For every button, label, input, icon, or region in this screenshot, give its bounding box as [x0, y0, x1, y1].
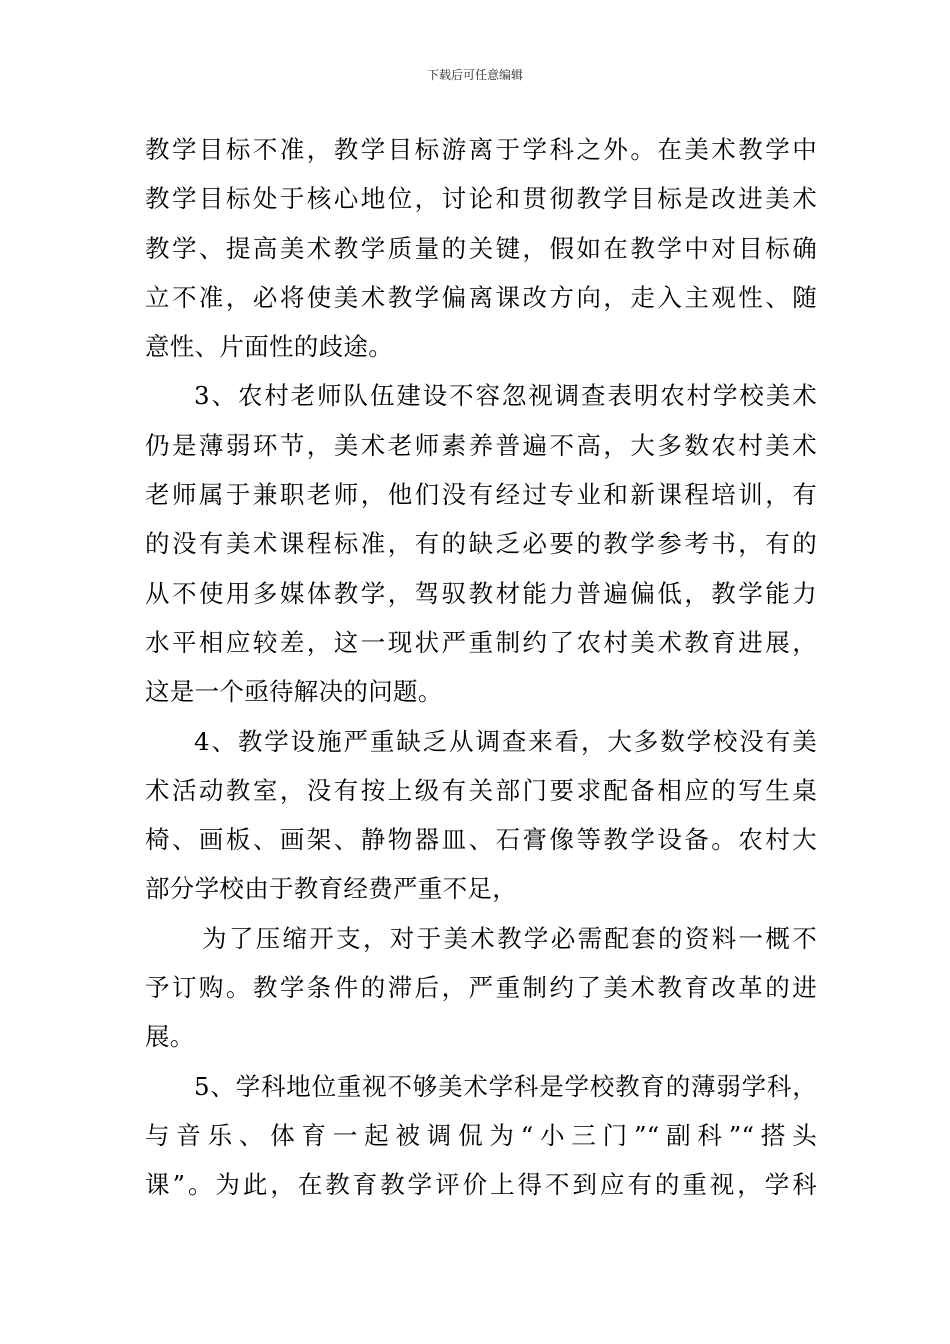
text-line: 课”。为此，在教育教学评价上得不到应有的重视，学科	[145, 1170, 817, 1200]
text-line: 从不使用多媒体教学，驾驭教材能力普遍偏低，教学能力	[145, 578, 817, 608]
text-line: 水平相应较差，这一现状严重制约了农村美术教育进展，	[145, 627, 817, 657]
text-line: 椅、画板、画架、静物器皿、石膏像等教学设备。农村大	[145, 825, 817, 855]
text-line: 与音乐、体育一起被调侃为“小三门”“副科”“搭头	[145, 1120, 817, 1150]
text-line: 教学、提高美术教学质量的关键，假如在教学中对目标确	[145, 233, 817, 263]
text-line: 仍是薄弱环节，美术老师素养普遍不高，大多数农村美术	[145, 430, 817, 460]
text-line: 教学目标不准，教学目标游离于学科之外。在美术教学中	[145, 135, 817, 164]
text-line: 5、学科地位重视不够美术学科是学校教育的薄弱学科，	[194, 1071, 817, 1101]
document-body	[145, 125, 817, 1210]
text-line: 为了压缩开支，对于美术教学必需配套的资料一概不	[202, 923, 817, 953]
text-line: 教学目标处于核心地位，讨论和贯彻教学目标是改进美术	[145, 184, 817, 214]
text-line: 意性、片面性的歧途。	[145, 332, 393, 362]
page-header-note: 下载后可任意编辑	[426, 68, 523, 82]
text-line: 予订购。教学条件的滞后，严重制约了美术教育改革的进	[145, 973, 817, 1003]
text-line: 立不准，必将使美术教学偏离课改方向，走入主观性、随	[145, 282, 817, 312]
text-line: 4、教学设施严重缺乏从调查来看，大多数学校没有美	[194, 726, 817, 756]
text-line: 的没有美术课程标准，有的缺乏必要的教学参考书，有的	[145, 529, 817, 559]
text-line: 术活动教室，没有按上级有关部门要求配备相应的写生桌	[145, 775, 817, 805]
text-line: 展。	[145, 1022, 195, 1052]
text-line: 部分学校由于教育经费严重不足，	[145, 874, 517, 904]
text-line: 这是一个亟待解决的问题。	[145, 677, 443, 707]
text-line: 老师属于兼职老师，他们没有经过专业和新课程培训，有	[145, 480, 817, 510]
text-line: 3、农村老师队伍建设不容忽视调查表明农村学校美术	[194, 381, 817, 411]
